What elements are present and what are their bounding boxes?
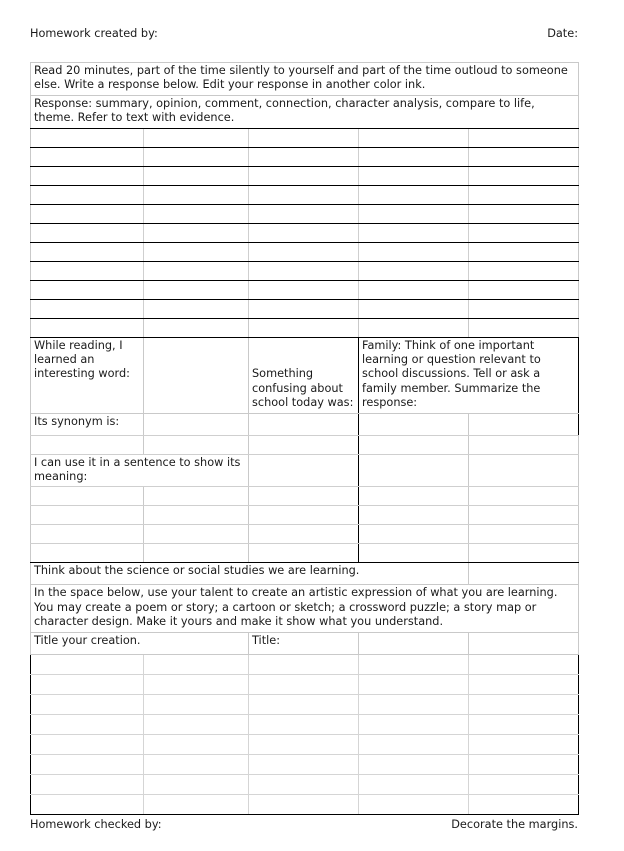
- response-cell[interactable]: [31, 204, 144, 223]
- sentence-prompt: I can use it in a sentence to show its meaning:: [31, 454, 249, 487]
- family-answer-cell[interactable]: [359, 454, 469, 487]
- response-line[interactable]: [31, 204, 579, 223]
- response-cell[interactable]: [144, 242, 249, 261]
- response-cell[interactable]: [469, 185, 579, 204]
- art-grid-cell[interactable]: [31, 734, 144, 754]
- synonym-blank-cell[interactable]: [144, 435, 249, 454]
- art-grid-cell[interactable]: [31, 754, 144, 774]
- spacer-cell: [144, 318, 249, 337]
- response-cell[interactable]: [144, 280, 249, 299]
- synonym-prompt-row: [31, 413, 579, 435]
- synonym-blank-row[interactable]: [31, 435, 579, 454]
- art-grid-cell[interactable]: [249, 794, 359, 814]
- sentence-blank-row[interactable]: [31, 544, 579, 563]
- synonym-blank-cell[interactable]: [31, 435, 144, 454]
- decorate-margins-label: Decorate the margins.: [451, 818, 578, 831]
- art-grid-cell[interactable]: [469, 674, 579, 694]
- family-answer-cell[interactable]: [469, 435, 579, 454]
- art-grid-cell[interactable]: [31, 674, 144, 694]
- family-prompt: Family: Think of one important learning or question relevant to school discussions. Tell or ask a family member. Summarize the response:: [359, 337, 579, 413]
- response-cell[interactable]: [31, 185, 144, 204]
- family-answer-cell[interactable]: [359, 544, 469, 563]
- response-cell[interactable]: [249, 223, 359, 242]
- response-cell[interactable]: [144, 299, 249, 318]
- response-line[interactable]: [31, 166, 579, 185]
- art-grid-cell[interactable]: [359, 794, 469, 814]
- art-grid-row[interactable]: [31, 654, 579, 674]
- reading-section-spacer: [31, 318, 579, 337]
- sentence-blank-cell[interactable]: [31, 487, 144, 506]
- sentence-prompt-row: [31, 454, 579, 487]
- response-cell[interactable]: [249, 261, 359, 280]
- art-grid-cell[interactable]: [249, 694, 359, 714]
- sentence-blank-cell[interactable]: [31, 525, 144, 544]
- art-grid-cell[interactable]: [144, 674, 249, 694]
- sentence-blank-row[interactable]: [31, 525, 579, 544]
- checked-by-label: Homework checked by:: [30, 818, 162, 831]
- spacer-cell: [359, 318, 469, 337]
- sentence-blank-row[interactable]: [31, 506, 579, 525]
- art-grid-cell[interactable]: [144, 774, 249, 794]
- art-grid-cell[interactable]: [469, 654, 579, 674]
- sentence-blank-cell[interactable]: [144, 525, 249, 544]
- synonym-answer-cell[interactable]: [144, 413, 249, 435]
- art-grid-cell[interactable]: [31, 654, 144, 674]
- confusing-answer-cell[interactable]: [249, 487, 359, 506]
- response-cell[interactable]: [359, 299, 469, 318]
- sentence-blank-cell[interactable]: [144, 544, 249, 563]
- art-grid-cell[interactable]: [144, 654, 249, 674]
- art-grid-row[interactable]: [31, 714, 579, 734]
- reading-instruction-1: Read 20 minutes, part of the time silently to yourself and part of the time outloud to someone else. Write a response below. Edit your response in another color ink.: [31, 63, 579, 96]
- art-grid-row[interactable]: [31, 694, 579, 714]
- artistic-prompt-row: [31, 585, 579, 632]
- header-row: [30, 27, 578, 41]
- response-cell[interactable]: [31, 147, 144, 166]
- footer-row: [30, 818, 578, 832]
- title-your-creation-prompt: Title your creation.: [31, 632, 249, 654]
- response-cell[interactable]: [469, 242, 579, 261]
- response-cell[interactable]: [359, 223, 469, 242]
- art-grid-cell[interactable]: [144, 734, 249, 754]
- response-cell[interactable]: [144, 261, 249, 280]
- worksheet-table: [30, 62, 579, 815]
- family-answer-cell[interactable]: [359, 435, 469, 454]
- response-cell[interactable]: [359, 128, 469, 147]
- art-grid-row[interactable]: [31, 674, 579, 694]
- sentence-blank-row[interactable]: [31, 487, 579, 506]
- spacer-cell: [31, 318, 144, 337]
- art-grid-cell[interactable]: [359, 714, 469, 734]
- sentence-blank-cell[interactable]: [31, 544, 144, 563]
- art-grid-row[interactable]: [31, 774, 579, 794]
- response-cell[interactable]: [144, 185, 249, 204]
- response-cell[interactable]: [469, 280, 579, 299]
- response-cell[interactable]: [359, 147, 469, 166]
- art-grid-cell[interactable]: [469, 774, 579, 794]
- response-cell[interactable]: [359, 166, 469, 185]
- vocabulary-prompt: While reading, I learned an interesting word:: [31, 337, 144, 413]
- response-line[interactable]: [31, 147, 579, 166]
- response-cell[interactable]: [144, 128, 249, 147]
- title-field-label[interactable]: Title:: [249, 632, 359, 654]
- response-cell[interactable]: [31, 242, 144, 261]
- reading-instruction-row-1: [31, 63, 579, 96]
- art-grid-cell[interactable]: [359, 694, 469, 714]
- art-grid-cell[interactable]: [469, 734, 579, 754]
- family-answer-cell[interactable]: [469, 506, 579, 525]
- art-grid-cell[interactable]: [144, 794, 249, 814]
- spacer-cell: [249, 318, 359, 337]
- response-cell[interactable]: [249, 128, 359, 147]
- response-cell[interactable]: [359, 280, 469, 299]
- art-grid-cell[interactable]: [469, 754, 579, 774]
- art-grid-cell[interactable]: [249, 674, 359, 694]
- think-prompt: Think about the science or social studies we are learning.: [31, 563, 469, 585]
- art-grid-cell[interactable]: [359, 674, 469, 694]
- response-cell[interactable]: [469, 166, 579, 185]
- think-prompt-spare-cell: [469, 563, 579, 585]
- response-cell[interactable]: [469, 223, 579, 242]
- response-line[interactable]: [31, 185, 579, 204]
- family-answer-cell[interactable]: [359, 487, 469, 506]
- sentence-blank-cell[interactable]: [144, 506, 249, 525]
- response-cell[interactable]: [249, 299, 359, 318]
- art-grid-cell[interactable]: [249, 654, 359, 674]
- synonym-prompt: Its synonym is:: [31, 413, 144, 435]
- response-cell[interactable]: [359, 204, 469, 223]
- art-grid-row[interactable]: [31, 754, 579, 774]
- sentence-blank-cell[interactable]: [144, 487, 249, 506]
- art-grid-cell[interactable]: [249, 734, 359, 754]
- art-grid-cell[interactable]: [249, 714, 359, 734]
- confusing-answer-cell[interactable]: [249, 525, 359, 544]
- response-line[interactable]: [31, 223, 579, 242]
- art-grid-cell[interactable]: [144, 694, 249, 714]
- response-cell[interactable]: [31, 166, 144, 185]
- family-answer-cell[interactable]: [359, 413, 469, 435]
- art-grid-cell[interactable]: [31, 694, 144, 714]
- art-grid-cell[interactable]: [469, 694, 579, 714]
- date-label: Date:: [547, 27, 578, 40]
- response-cell[interactable]: [249, 280, 359, 299]
- art-grid-cell[interactable]: [359, 654, 469, 674]
- spacer-cell: [469, 318, 579, 337]
- response-cell[interactable]: [249, 242, 359, 261]
- title-field-cell[interactable]: [469, 632, 579, 654]
- response-cell[interactable]: [359, 185, 469, 204]
- family-answer-cell[interactable]: [469, 454, 579, 487]
- art-grid-cell[interactable]: [144, 754, 249, 774]
- art-grid-cell[interactable]: [144, 714, 249, 734]
- art-grid-cell[interactable]: [469, 794, 579, 814]
- confusing-prompt: Something confusing about school today was:: [249, 337, 359, 413]
- think-prompt-row: [31, 563, 579, 585]
- art-grid-cell[interactable]: [359, 754, 469, 774]
- art-grid-cell[interactable]: [249, 754, 359, 774]
- vocabulary-answer-cell[interactable]: [144, 337, 249, 413]
- response-cell[interactable]: [31, 128, 144, 147]
- family-answer-cell[interactable]: [359, 525, 469, 544]
- title-row: [31, 632, 579, 654]
- response-cell[interactable]: [31, 261, 144, 280]
- artistic-prompt: In the space below, use your talent to create an artistic expression of what you are learning. You may create a poem or story; a cartoon or sketch; a crossword puzzle; a story map or character design. Make it yours and make it show what you understand.: [31, 585, 579, 632]
- confusing-answer-cell[interactable]: [249, 454, 359, 487]
- response-cell[interactable]: [469, 299, 579, 318]
- art-grid-cell[interactable]: [249, 774, 359, 794]
- reading-instruction-row-2: [31, 95, 579, 128]
- art-grid-cell[interactable]: [31, 794, 144, 814]
- response-cell[interactable]: [249, 166, 359, 185]
- confusing-answer-cell[interactable]: [249, 413, 359, 435]
- family-answer-cell[interactable]: [469, 487, 579, 506]
- sentence-blank-cell[interactable]: [31, 506, 144, 525]
- art-grid-cell[interactable]: [469, 714, 579, 734]
- response-line[interactable]: [31, 299, 579, 318]
- vocabulary-prompt-row: [31, 337, 579, 413]
- response-cell[interactable]: [144, 223, 249, 242]
- response-cell[interactable]: [469, 261, 579, 280]
- response-cell[interactable]: [469, 147, 579, 166]
- response-line[interactable]: [31, 242, 579, 261]
- art-grid-cell[interactable]: [31, 774, 144, 794]
- confusing-answer-cell[interactable]: [249, 506, 359, 525]
- response-cell[interactable]: [144, 166, 249, 185]
- response-cell[interactable]: [31, 223, 144, 242]
- response-line[interactable]: [31, 280, 579, 299]
- art-grid-row[interactable]: [31, 734, 579, 754]
- response-line[interactable]: [31, 128, 579, 147]
- response-cell[interactable]: [249, 147, 359, 166]
- title-field-cell[interactable]: [359, 632, 469, 654]
- response-cell[interactable]: [469, 204, 579, 223]
- family-answer-cell[interactable]: [469, 544, 579, 563]
- response-cell[interactable]: [249, 204, 359, 223]
- family-answer-cell[interactable]: [469, 413, 579, 435]
- created-by-label: Homework created by:: [30, 27, 158, 40]
- response-cell[interactable]: [359, 261, 469, 280]
- confusing-answer-cell[interactable]: [249, 544, 359, 563]
- art-grid-cell[interactable]: [359, 734, 469, 754]
- response-cell[interactable]: [31, 280, 144, 299]
- art-grid-row[interactable]: [31, 794, 579, 814]
- confusing-answer-cell[interactable]: [249, 435, 359, 454]
- art-grid-cell[interactable]: [359, 774, 469, 794]
- response-cell[interactable]: [144, 204, 249, 223]
- response-cell[interactable]: [359, 242, 469, 261]
- response-cell[interactable]: [31, 299, 144, 318]
- reading-instruction-2: Response: summary, opinion, comment, connection, character analysis, compare to life, theme. Refer to text with evidence.: [31, 95, 579, 128]
- art-grid-cell[interactable]: [31, 714, 144, 734]
- response-line[interactable]: [31, 261, 579, 280]
- response-cell[interactable]: [469, 128, 579, 147]
- family-answer-cell[interactable]: [469, 525, 579, 544]
- response-cell[interactable]: [144, 147, 249, 166]
- response-cell[interactable]: [249, 185, 359, 204]
- family-answer-cell[interactable]: [359, 506, 469, 525]
